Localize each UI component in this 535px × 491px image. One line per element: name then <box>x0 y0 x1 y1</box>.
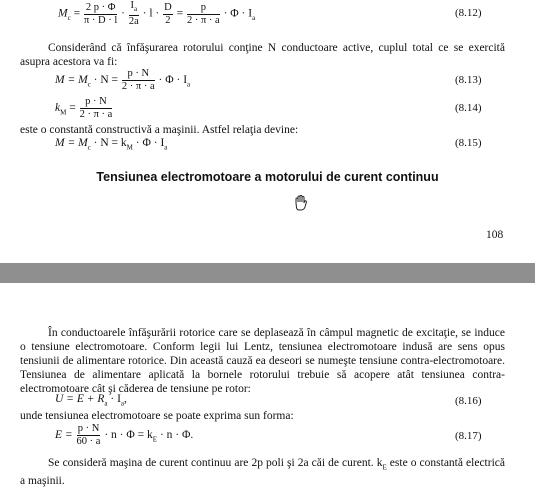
eq-subscript: c <box>87 80 91 89</box>
numerator: p · N <box>80 96 113 109</box>
eq-subscript: c <box>87 143 91 152</box>
eq-subscript: E <box>152 435 158 444</box>
section-heading: Tensiunea electromotoare a motorului de curent continuu <box>96 170 439 184</box>
equation-8-13 <box>55 68 190 93</box>
denominator: 2 · π · a <box>186 14 220 26</box>
equation-number: (8.12) <box>455 7 482 19</box>
paragraph: unde tensiunea electromotoare se poate exprima sun forma: <box>20 410 294 422</box>
eq-subscript: a <box>104 399 108 408</box>
hand-cursor-icon <box>293 194 309 212</box>
eq-symbol: E = <box>55 429 73 442</box>
paragraph-text: este o constantă electrică a maşinii. <box>20 457 505 488</box>
fraction <box>84 2 117 27</box>
eq-equals: = <box>176 7 184 20</box>
equation-8-14 <box>55 96 113 121</box>
equation-number: (8.16) <box>455 395 482 407</box>
eq-punct: , <box>124 393 127 405</box>
paragraph <box>20 456 505 488</box>
eq-operator: · Φ · I <box>135 137 165 149</box>
eq-subscript: a <box>120 399 125 408</box>
eq-subscript: M <box>126 143 133 152</box>
eq-operator: · n · Φ. <box>159 429 194 442</box>
page-separator <box>0 263 535 283</box>
paragraph: În conductoarele înfăşurării rotorice care se deplasează în câmpul magnetic de excitaţie, se induce o tensiune electromotoare. Conform legii lui Lentz, tensiunea electromotoare indusă are sens opus tensiunii de alimentare rotorice. Din această cauză ea deseori se numeşte tensiune contra-electromotoare. Tensiunea de alimentare aplicată la bornele rotorului trebuie să acopere atât tensiunea contra-electromotoare cât şi căderea de tensiune pe rotor: <box>20 327 505 395</box>
eq-operator: · n · Φ = k <box>104 429 153 442</box>
eq-symbol: M = M <box>55 74 88 87</box>
numerator: p · N <box>122 68 155 81</box>
eq-symbol: k <box>55 102 61 115</box>
eq-symbol: M = M <box>55 137 88 149</box>
eq-subscript: a <box>164 143 168 152</box>
denominator: π · D · l <box>83 14 118 26</box>
equation-8-12 <box>58 0 255 28</box>
eq-equals: = <box>73 7 83 20</box>
equation-number: (8.13) <box>455 74 482 86</box>
denominator: 2 <box>165 14 171 26</box>
eq-operator: · Φ · I <box>223 7 253 20</box>
eq-symbol: M <box>58 7 68 20</box>
fraction <box>122 68 155 93</box>
eq-symbol: I <box>130 0 134 11</box>
paragraph-text: Se consideră maşina de curent continuu are 2p poli şi 2a căi de curent. k <box>48 457 383 469</box>
eq-subscript: a <box>187 80 191 89</box>
fraction <box>187 2 220 27</box>
equation-number: (8.14) <box>455 102 482 114</box>
fraction <box>163 2 173 27</box>
paragraph: Considerând că înfăşurarea rotorului conţine N conductoare active, cuplul total ce se exercită asupra acestora va fi: <box>20 42 505 68</box>
eq-subscript: a <box>134 5 138 14</box>
eq-symbol: U = E + R <box>55 393 105 405</box>
page-number: 108 <box>486 229 504 241</box>
denominator: 2 · π · a <box>79 109 113 120</box>
fraction <box>77 423 101 448</box>
fraction <box>80 96 113 121</box>
eq-operator: · N = <box>93 74 119 87</box>
equation-8-15 <box>55 137 167 151</box>
equation-8-17 <box>55 423 193 448</box>
numerator <box>129 0 139 16</box>
eq-subscript: E <box>382 463 387 472</box>
eq-operator: · N = k <box>93 137 127 149</box>
denominator: 2a <box>128 16 139 28</box>
denominator: 60 · a <box>76 436 101 447</box>
eq-operator: · Φ · I <box>158 74 188 87</box>
eq-operator: · <box>121 7 125 20</box>
eq-subscript: a <box>252 13 256 22</box>
fraction <box>129 0 139 28</box>
paragraph: este o constantă constructivă a maşinii. Astfel relaţia devine: <box>20 124 299 136</box>
numerator: p · N <box>77 423 100 434</box>
denominator: 2 · π · a <box>121 81 155 92</box>
numerator: 2 p · Φ <box>85 1 116 13</box>
eq-equals: = <box>69 102 76 115</box>
equation-number: (8.17) <box>455 430 482 442</box>
eq-subscript: M <box>60 108 67 117</box>
document-page-bottom <box>0 283 535 491</box>
eq-operator: · I <box>110 393 121 405</box>
eq-operator: · l · <box>142 7 160 20</box>
equation-number: (8.15) <box>455 137 482 149</box>
numerator: D <box>164 1 172 13</box>
equation-8-16 <box>55 393 127 407</box>
numerator: p <box>187 2 220 15</box>
eq-subscript: c <box>67 13 71 22</box>
